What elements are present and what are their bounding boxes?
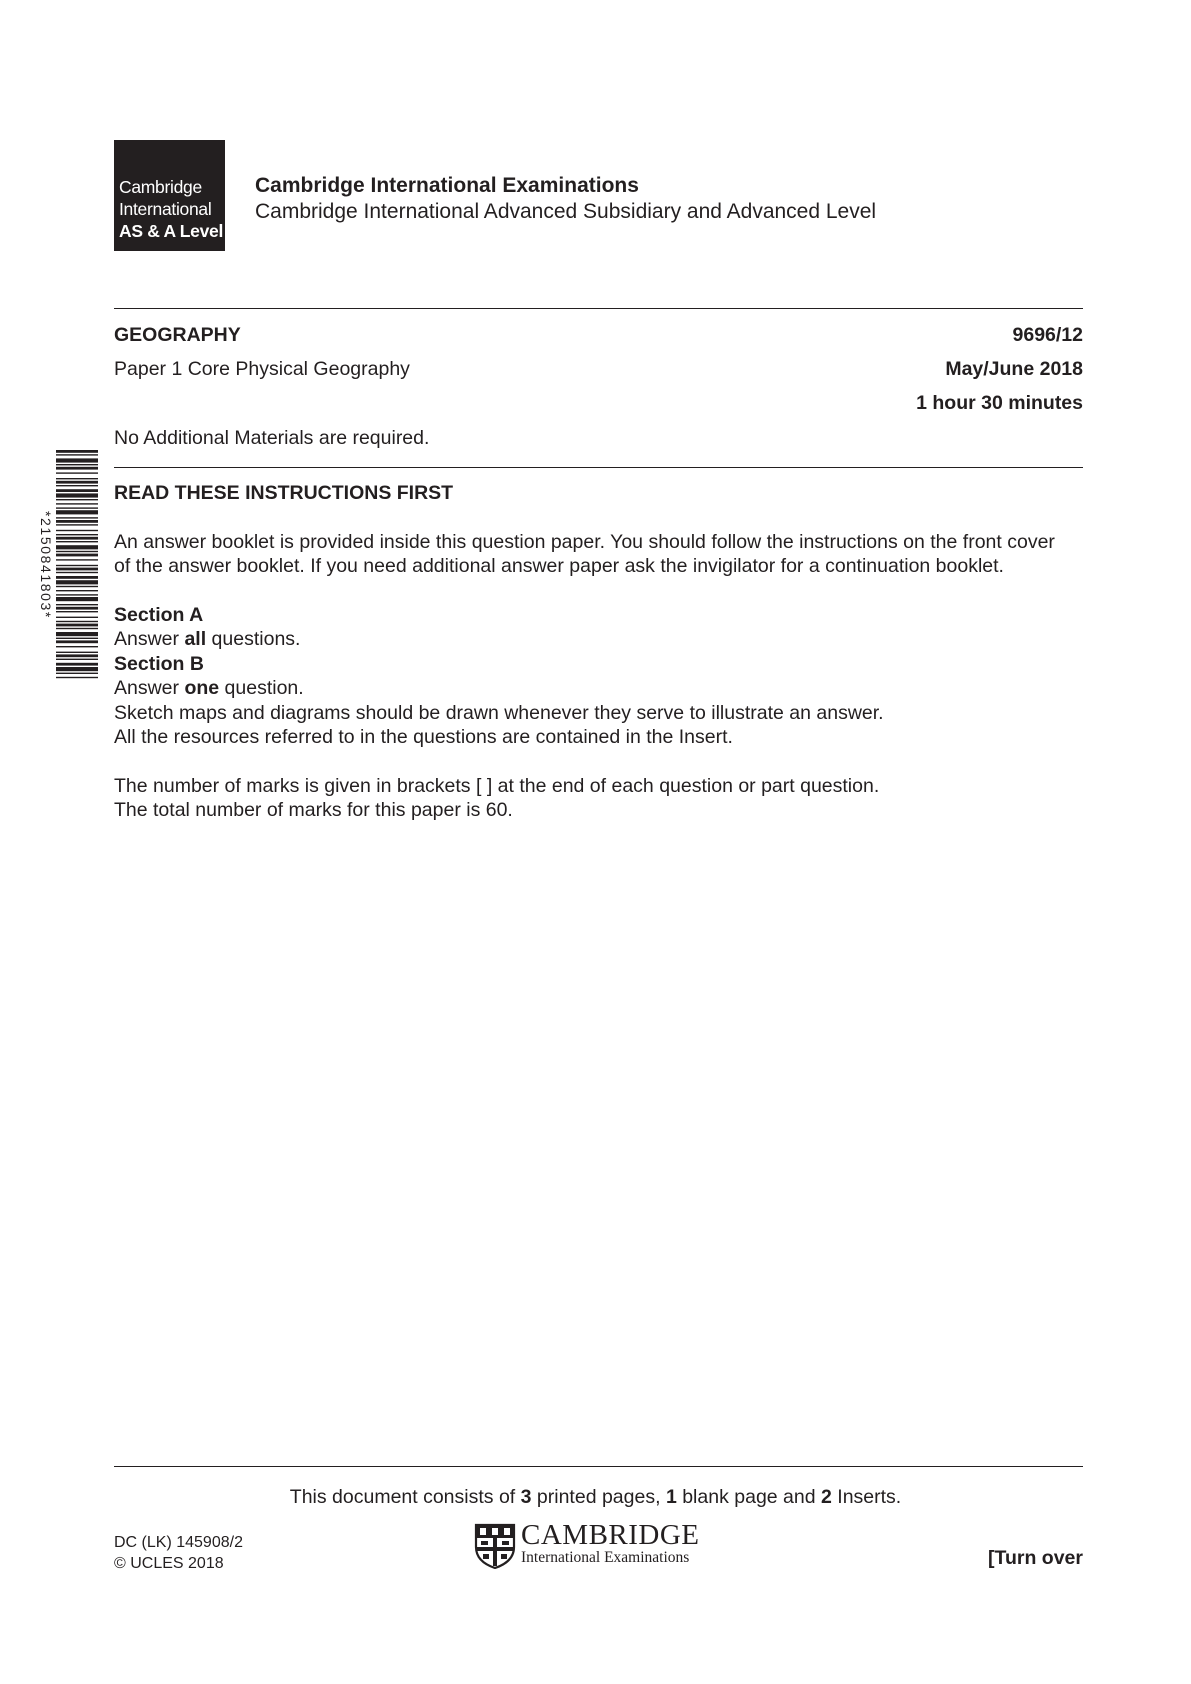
barcode-bar: [56, 450, 98, 453]
barcode-bar: [56, 551, 98, 552]
barcode-bar: [56, 586, 98, 587]
barcode-bar: [56, 537, 98, 540]
logo-line-3: AS & A Level: [119, 221, 224, 241]
barcode-bar: [56, 524, 98, 525]
instructions-divider: [114, 467, 1083, 468]
paper-title: Paper 1 Core Physical Geography: [114, 358, 410, 380]
barcode-bar: [56, 659, 98, 660]
section-a-heading: Section A: [114, 603, 204, 626]
barcode-bar: [56, 597, 98, 601]
barcode-bar: [56, 565, 98, 566]
turn-over-label: [Turn over: [988, 1547, 1083, 1569]
barcode-bar: [56, 667, 98, 671]
sketch-instruction: Sketch maps and diagrams should be drawn whenever they serve to illustrate an answer.: [114, 701, 884, 724]
barcode-bar: [56, 677, 98, 678]
barcode-bar: [56, 607, 98, 610]
barcode-bar: [56, 481, 98, 484]
header-divider: [114, 308, 1083, 309]
barcode-bar: [56, 621, 98, 622]
cambridge-as-a-level-logo: [114, 140, 225, 251]
cambridge-subtitle: International Examinations: [521, 1549, 690, 1566]
org-name: Cambridge International Examinations: [255, 174, 639, 197]
barcode-bar: [56, 507, 98, 508]
barcode-bar: [56, 652, 98, 653]
barcode-bar: [56, 663, 98, 666]
barcode-bar: [56, 568, 98, 571]
logo-line-2: International: [119, 199, 212, 219]
barcode-bar: [56, 530, 98, 531]
instructions-block: [114, 481, 1089, 823]
page-count-note: This document consists of 3 printed pages, 1 blank page and 2 Inserts.: [289, 1486, 902, 1508]
barcode-bar: [56, 638, 98, 639]
resources-instruction: All the resources referred to in the questions are contained in the Insert.: [114, 726, 733, 748]
logo-line-1: Cambridge: [119, 177, 202, 197]
marks-instruction: The number of marks is given in brackets [ ] at the end of each question or part question.: [114, 774, 880, 797]
barcode-bar: [56, 628, 98, 629]
barcode-bar: [56, 580, 98, 584]
barcode-bar: [56, 572, 98, 573]
barcode-bar: [56, 611, 98, 612]
barcode-bar: [56, 554, 98, 557]
barcode-bar: [56, 517, 98, 518]
barcode-bar: [56, 632, 98, 636]
barcode-bar: [56, 478, 98, 479]
barcode-bar: [56, 534, 98, 535]
barcode-bar: [56, 541, 98, 542]
barcode-bar: [56, 640, 98, 643]
exam-board-header: [255, 173, 876, 225]
barcode-digits: *2150841803*: [38, 511, 54, 619]
barcode-bar: [56, 594, 98, 595]
cambridge-crest-icon: [474, 1523, 516, 1569]
barcode-bar: [56, 472, 98, 473]
barcode-bar: [56, 604, 98, 605]
barcode-bar: [56, 520, 98, 523]
barcode-bar: [56, 493, 98, 497]
document-codes: [114, 1532, 243, 1574]
barcode-bar: [56, 576, 98, 579]
barcode-bar: [56, 654, 98, 657]
cambridge-word: CAMBRIDGE: [521, 1519, 700, 1551]
barcode-bar: [56, 489, 98, 492]
intro-line-2: of the answer booklet. If you need additional answer paper ask the invigilator for a continuation booklet.: [114, 555, 1004, 577]
barcode-bar: [56, 503, 98, 504]
barcode-bar: [56, 545, 98, 549]
qualification-name: Cambridge International Advanced Subsidiary and Advanced Level: [255, 200, 877, 223]
doc-code: DC (LK) 145908/2: [114, 1534, 243, 1551]
section-a-instruction: Answer all questions.: [114, 628, 301, 650]
total-marks: The total number of marks for this paper is 60.: [114, 799, 513, 821]
section-b-heading: Section B: [114, 652, 204, 675]
barcode-bar: [56, 590, 98, 591]
barcode-bar: [56, 458, 98, 462]
paper-code: 9696/12: [1012, 324, 1083, 346]
materials-note: No Additional Materials are required.: [114, 427, 430, 449]
barcode-bar: [56, 559, 98, 560]
barcode-bar: [56, 467, 98, 470]
exam-session: May/June 2018: [945, 358, 1083, 380]
footer-divider: [114, 1466, 1083, 1467]
section-b-instruction: Answer one question.: [114, 677, 304, 699]
cambridge-wordmark: [521, 1520, 700, 1566]
barcode-bar: [56, 624, 98, 627]
barcode-bar: [56, 673, 98, 674]
subject-title: GEOGRAPHY: [114, 324, 241, 346]
copyright-notice: © UCLES 2018: [114, 1555, 224, 1572]
barcode-bar: [56, 510, 98, 514]
instructions-heading: READ THESE INSTRUCTIONS FIRST: [114, 482, 454, 504]
intro-line-1: An answer booklet is provided inside this question paper. You should follow the instructions on the front cover: [114, 530, 1055, 553]
barcode-bar: [56, 499, 98, 500]
barcode-bar: [56, 454, 98, 455]
barcode-bar: [56, 646, 98, 647]
barcode-bar: [56, 485, 98, 486]
barcode-bar: [56, 464, 98, 465]
exam-duration: 1 hour 30 minutes: [916, 392, 1083, 414]
barcode-bar: [56, 617, 98, 618]
